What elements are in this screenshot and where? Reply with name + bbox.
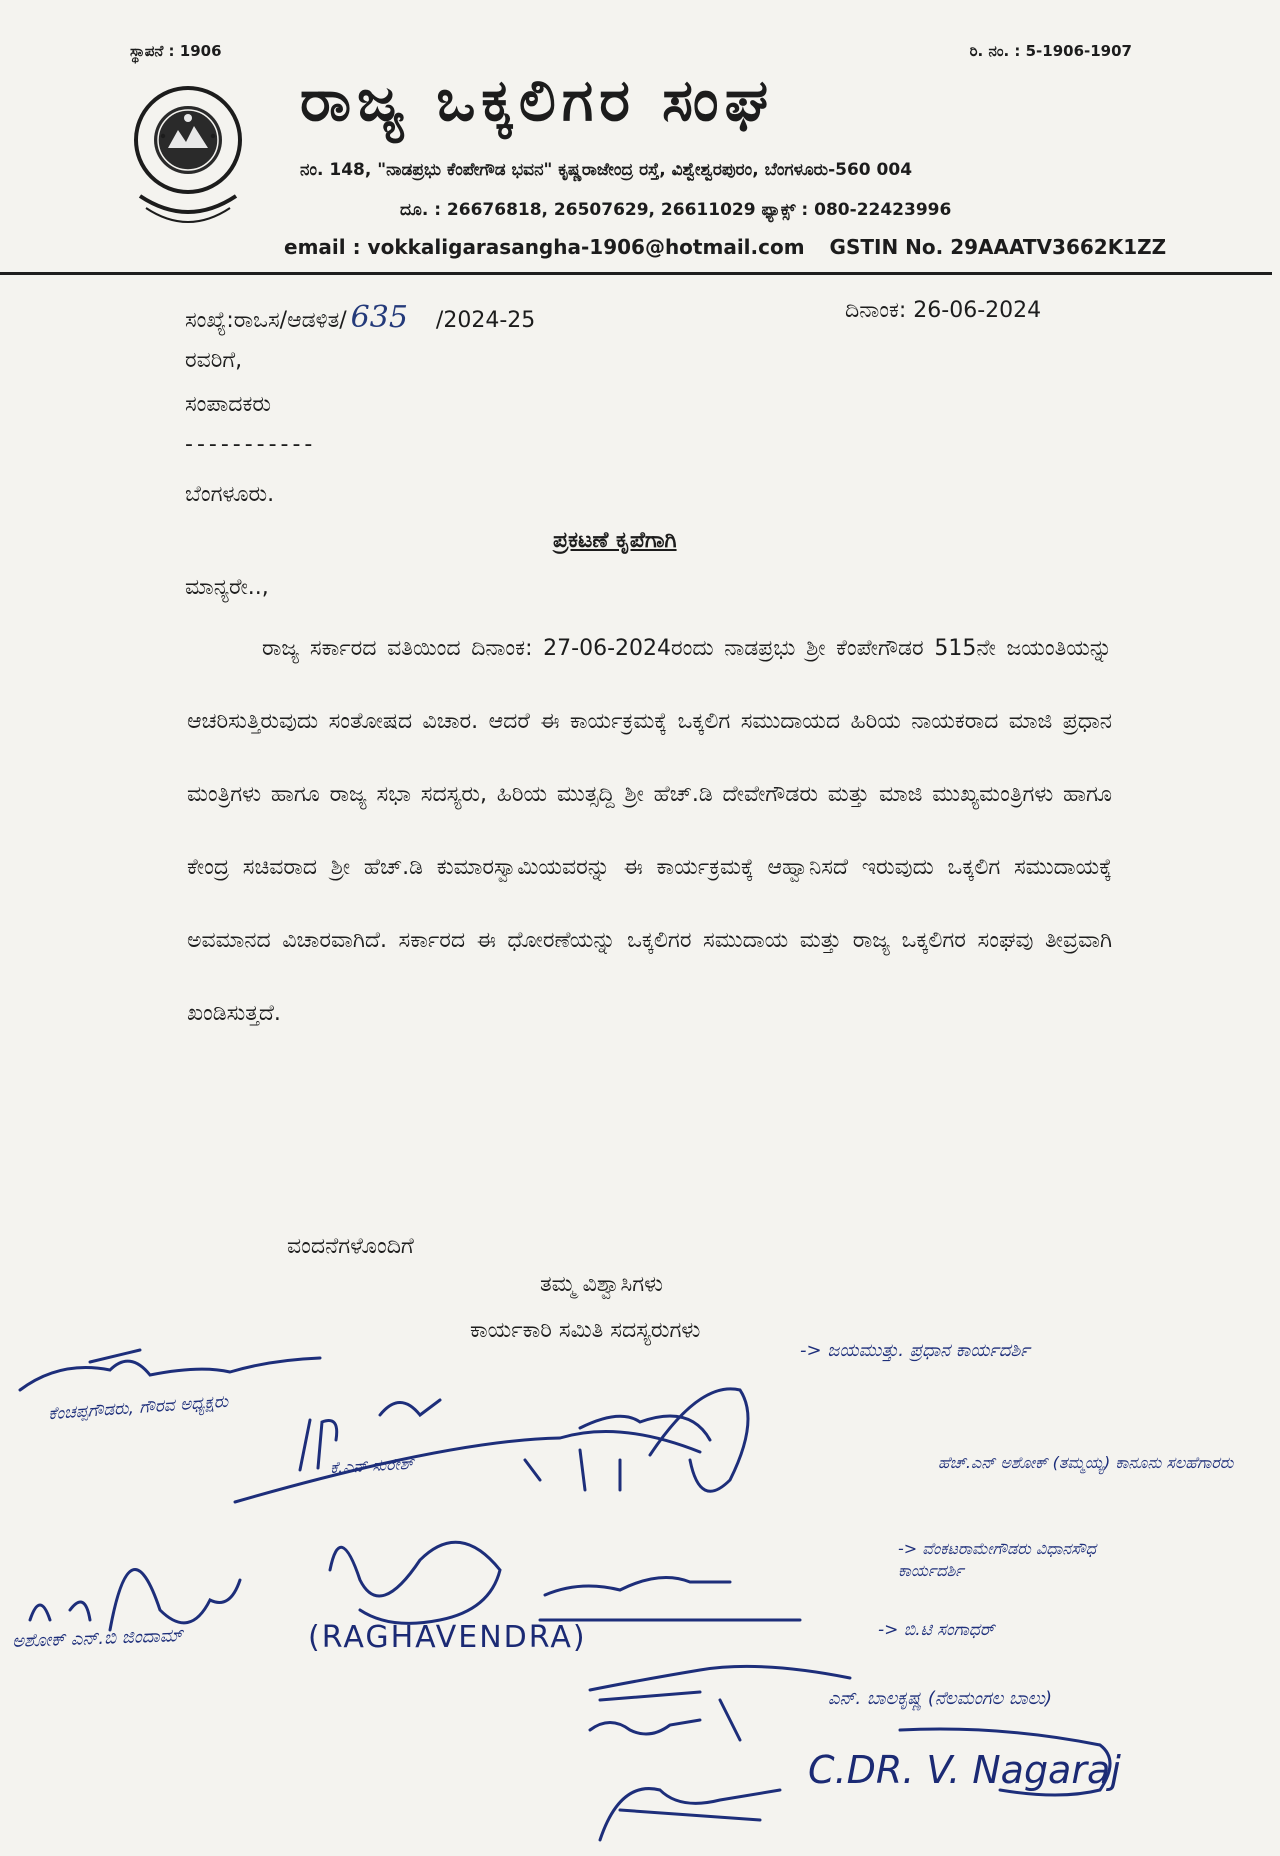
established-year: ಸ್ಥಾಪನೆ : 1906 [130, 42, 222, 60]
address: ನಂ. 148, "ನಾಡಪ್ರಭು ಕೆಂಪೇಗೌಡ ಭವನ" ಕೃಷ್ಣರಾಜೇಂದ್ರ ರಸ್ತೆ, ವಿಶ್ವೇಶ್ವರಪುರಂ, ಬೆಂಗಳೂರು-560 004 [300, 160, 913, 180]
signatory-note-8: ಅಶೋಕ್ ಎನ್.ಬಿ ಜಿಂದಾಮ್ [11, 1625, 184, 1652]
closing: ವಂದನೆಗಳೊಂದಿಗೆ [287, 1234, 414, 1259]
signature-10 [600, 1789, 780, 1840]
signatory-note-4: ಹೆಚ್.ಎನ್ ಅಶೋಕ್ (ತಮ್ಮಯ್ಯ) ಕಾನೂನು ಸಲಹೆಗಾರರು [938, 1453, 1234, 1472]
header-divider [0, 272, 1272, 275]
signatory-note-1: ಕೆಂಚಪ್ಪಗೌಡರು, ಗೌರವ ಅಧ್ಯಕ್ಷರು [47, 1391, 229, 1425]
committee-members: ಕಾರ್ಯಕಾರಿ ಸಮಿತಿ ಸದಸ್ಯರುಗಳು [470, 1318, 701, 1343]
organization-name: ರಾಜ್ಯ ಒಕ್ಕಲಿಗರ ಸಂಘ [300, 66, 775, 134]
ref-prefix: ಸಂಖ್ಯೆ:ರಾಒಸ/ಆಡಳಿತ/ [185, 308, 347, 333]
recipient-line: ರವರಿಗೆ, [185, 348, 243, 373]
salutation: ಮಾನ್ಯರೇ.., [185, 575, 269, 600]
signatory-note-3: -> ಜಯಮುತ್ತು. ಪ್ರಧಾನ ಕಾರ್ಯದರ್ಶಿ [800, 1340, 1030, 1361]
registration-number: ರಿ. ನಂ. : 5-1906-1907 [969, 42, 1132, 60]
signature-3 [235, 1416, 710, 1502]
signature-1 [20, 1350, 320, 1390]
phone-fax: ದೂ. : 26676818, 26507629, 26611029 ಫ್ಯಾಕ್ಸ್ : 080-22423996 [400, 200, 952, 220]
signature-8 [590, 1666, 850, 1700]
signature-4 [525, 1389, 748, 1491]
signatory-note-5: -> ವೆಂಕಟರಾಮೇಗೌಡರು ವಿಧಾನಸೌಧ ಕಾರ್ಯದರ್ಶಿ [898, 1539, 1096, 1580]
subject: ಪ್ರಕಟಣೆ ಕೃಪೆಗಾಗಿ [553, 528, 677, 553]
signatory-note-10: C.DR. V. Nagaraj [808, 1748, 1121, 1792]
signatory-note-6: -> ಬಿ.ಟಿ ಸಂಗಾಧರ್ [878, 1620, 995, 1640]
email: email : vokkaligarasangha-1906@hotmail.com [284, 235, 805, 259]
body-text: ರಾಜ್ಯ ಸರ್ಕಾರದ ವತಿಯಿಂದ ದಿನಾಂಕ: 27-06-2024ರಂದು ನಾಡಪ್ರಭು ಶ್ರೀ ಕೆಂಪೇಗೌಡರ 515ನೇ ಜಯಂತಿಯನ್ನು ಆಚರಿಸುತ್ತಿರುವುದು ಸಂತೋಷದ ವಿಚಾರ. ಆದರೆ ಈ ಕಾರ್ಯಕ್ರಮಕ್ಕೆ ಒಕ್ಕಲಿಗ ಸಮುದಾಯದ ಹಿರಿಯ ನಾಯಕರಾದ ಮಾಜಿ ಪ್ರಧಾನ ಮಂತ್ರಿಗಳು ಹಾಗೂ ರಾಜ್ಯ ಸಭಾ ಸದಸ್ಯರು, ಹಿರಿಯ ಮುತ್ಸದ್ದಿ ಶ್ರೀ ಹೆಚ್.ಡಿ ದೇವೇಗೌಡರು ಮತ್ತು ಮಾಜಿ ಮುಖ್ಯಮಂತ್ರಿಗಳು ಹಾಗೂ ಕೇಂದ್ರ ಸಚಿವರಾದ ಶ್ರೀ ಹೆಚ್.ಡಿ ಕುಮಾರಸ್ವಾಮಿಯವರನ್ನು ಈ ಕಾರ್ಯಕ್ರಮಕ್ಕೆ ಆಹ್ವಾನಿಸದೆ ಇರುವುದು ಒಕ್ಕಲಿಗ ಸಮುದಾಯಕ್ಕೆ ಅವಮಾನದ ವಿಚಾರವಾಗಿದೆ. ಸರ್ಕಾರದ ಈ ಧೋರಣೆಯನ್ನು ಒಕ್ಕಲಿಗರ ಸಮುದಾಯ ಮತ್ತು ರಾಜ್ಯ ಒಕ್ಕಲಿಗರ ಸಂಘವು ತೀವ್ರವಾಗಿ ಖಂಡಿಸುತ್ತದೆ. [187, 636, 1112, 1026]
signatures-area [0, 1320, 1280, 1856]
contact-row [284, 235, 1166, 259]
sangha-emblem-icon [128, 78, 248, 228]
signature-5 [30, 1570, 240, 1631]
signature-7 [540, 1578, 800, 1621]
recipient-title: ಸಂಪಾದಕರು [185, 392, 272, 417]
ref-handwritten-number: 635 [350, 300, 408, 335]
signatory-note-9: (RAGHAVENDRA) [308, 1620, 587, 1655]
signature-6 [330, 1542, 500, 1623]
yours-faithfully: ತಮ್ಮ ವಿಶ್ವಾಸಿಗಳು [540, 1272, 664, 1297]
signatory-note-7: ಎನ್. ಬಾಲಕೃಷ್ಣ (ನೆಲಮಂಗಲ ಬಾಲು) [828, 1688, 1052, 1709]
gstin: GSTIN No. 29AAATV3662K1ZZ [829, 235, 1167, 259]
body-paragraph [187, 612, 1112, 1050]
letter-date: ದಿನಾಂಕ: 26-06-2024 [845, 298, 1042, 323]
recipient-city: ಬೆಂಗಳೂರು. [185, 482, 275, 507]
signatory-note-2: ಕೆ.ಎನ್ ಸುರೇಶ್ [329, 1453, 415, 1478]
ref-suffix: /2024-25 [435, 308, 536, 333]
signature-9 [590, 1700, 740, 1740]
reference-number [185, 300, 535, 335]
recipient-blank: ----------- [185, 432, 317, 457]
